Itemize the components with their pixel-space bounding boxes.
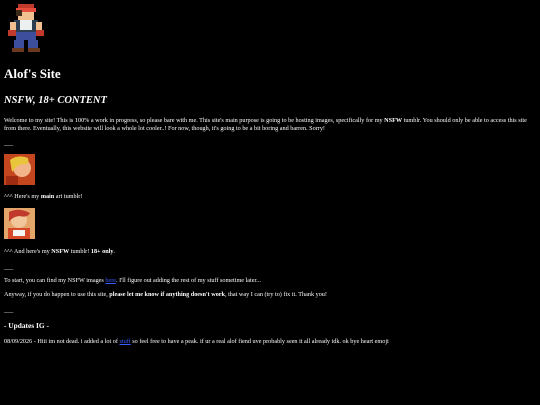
divider: ___ — [4, 307, 14, 314]
updates-heading: - Updates IG - — [4, 321, 49, 330]
main-tumblr-link-image[interactable] — [4, 154, 35, 185]
feedback-paragraph: Anyway, if you do happen to use this site, please let me know if anything doesn't work, that way I can (try to) fix it. Thank you! — [4, 291, 327, 298]
divider: ___ — [4, 140, 14, 147]
site-subtitle: NSFW, 18+ CONTENT — [4, 95, 107, 106]
intro-paragraph: Welcome to my site! This is 100% a work in progress, so please bare with me. This site's main purpose is going to be hosting images, specifically for my NSFW tumblr. You should only be able to access this site from there. Eventually, this website will look a whole lot cooler..! For now, though, it's going to be a bit boring and barren. Sorry! — [4, 117, 527, 133]
nsfw-tumblr-link-image[interactable] — [4, 208, 35, 239]
start-paragraph: To start, you can find my NSFW images here. I'll figure out adding the rest of my stuff sometime later... — [4, 277, 261, 284]
character-sprite-image — [6, 4, 46, 52]
update-entry: 08/09/2026 - Hiii im not dead. i added a lot of stuff so feel free to have a peak. if ur a real alof fiend uve probably seen it all already idk. ok bye heart emoji — [4, 338, 389, 345]
nsfw-images-link[interactable]: here — [105, 277, 117, 284]
divider: ___ — [4, 264, 14, 271]
update-stuff-link[interactable]: stuff — [119, 338, 131, 345]
nsfw-tumblr-caption: ^^^ And here's my NSFW tumblr! 18+ only. — [4, 248, 115, 255]
main-tumblr-avatar-icon — [4, 154, 35, 185]
main-tumblr-caption: ^^^ Here's my main art tumblr! — [4, 193, 83, 200]
nsfw-tumblr-avatar-icon — [4, 208, 35, 239]
site-title: Alof's Site — [4, 66, 61, 81]
